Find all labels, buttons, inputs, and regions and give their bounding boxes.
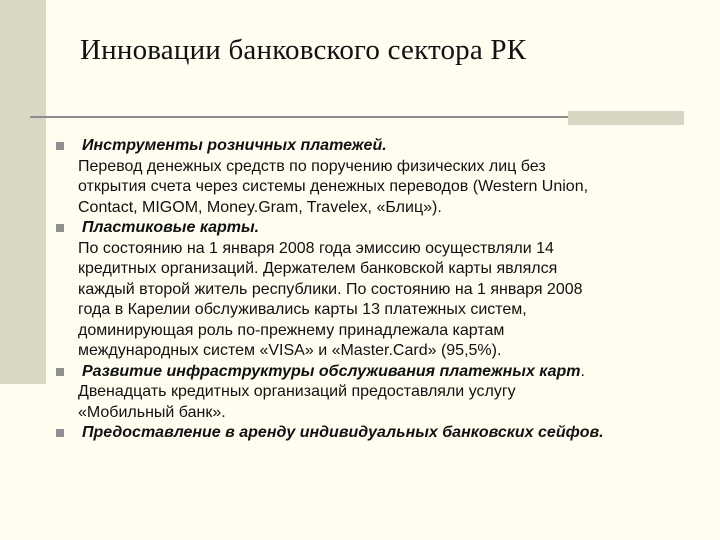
text-line: «Мобильный банк». (78, 403, 226, 421)
title-divider-accent (568, 111, 684, 125)
item-heading: Предоставление в аренду индивидуальных банковских сейфов. (82, 424, 604, 441)
square-bullet-icon (56, 429, 64, 437)
item-heading (82, 362, 716, 383)
square-bullet-icon (56, 224, 64, 232)
text-line: Contact, MIGOM, Money.Gram, Travelex, «Блиц»). (78, 198, 442, 216)
item-heading: Инструменты розничных платежей. (82, 137, 387, 154)
square-bullet-icon (56, 368, 64, 376)
text-line: Двенадцать кредитных организаций предоставляли услугу (78, 383, 516, 400)
square-bullet-icon (56, 142, 64, 150)
text-line: кредитных организаций. Держателем банковской карты являлся (78, 260, 558, 277)
slide-title: Инновации банковского сектора РК (80, 34, 527, 66)
text-line: доминирующая роль по-прежнему принадлежала картам (78, 321, 505, 339)
text-line: каждый второй житель республики. По состоянию на 1 января 2008 (78, 280, 583, 298)
item-text (78, 382, 716, 423)
slide-content (56, 136, 716, 444)
text-line: года в Карелии обслуживались карты 13 платежных систем, (78, 301, 527, 318)
list-item (56, 136, 716, 218)
list-item (56, 423, 716, 444)
item-heading: Пластиковые карты. (82, 219, 260, 236)
list-item (56, 218, 716, 362)
text-line: По состоянию на 1 января 2008 года эмиссию осуществляли 14 (78, 239, 554, 257)
item-heading-text: Развитие инфраструктуры обслуживания платежных карт (82, 362, 581, 380)
text-line: Перевод денежных средств по поручению физических лиц без (78, 157, 546, 175)
left-accent-band (0, 0, 46, 384)
text-line: международных систем «VISA» и «Master.Card» (95,5%). (78, 342, 502, 359)
item-heading-suffix: . (580, 362, 585, 380)
item-text (78, 239, 716, 362)
text-line: открытия счета через системы денежных переводов (Western Union, (78, 178, 589, 195)
list-item (56, 362, 716, 424)
item-text (78, 157, 716, 219)
